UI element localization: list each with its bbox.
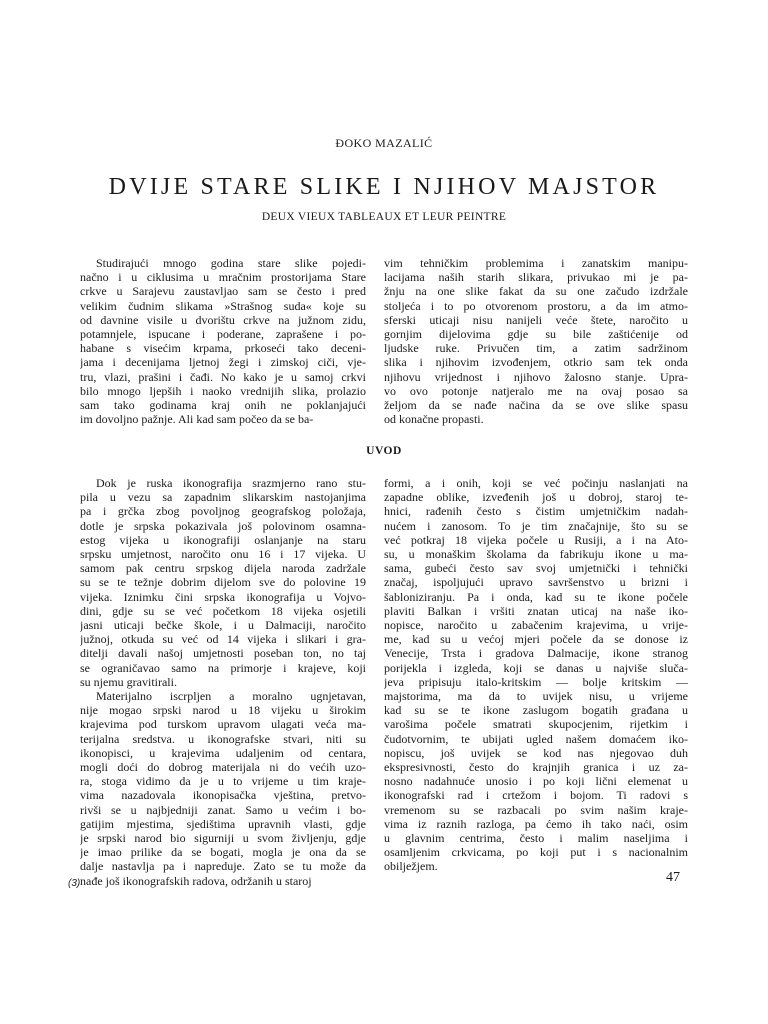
text-line: tru, vlazi, prašini i čađi. No kako je u samoj crkvi bbox=[80, 369, 366, 384]
text-line: zapadne oblike, izveđenih još u dobroj, staroj te- bbox=[384, 490, 688, 505]
text-line: vima nazadovala ikonopisačka vještina, pretvo- bbox=[80, 788, 366, 803]
text-line: habane s visećim krpama, prkoseći tako deceni- bbox=[80, 341, 366, 356]
text-line: čudotvornim, te ubijati ugled našem domaćem iko- bbox=[384, 731, 688, 746]
section-heading: UVOD bbox=[366, 445, 402, 457]
text-line: vima iz raznih razloga, pa ćemo ih tako naći, osim bbox=[384, 816, 688, 831]
text-line: vijeka. Iznimku čini srpska ikonografija u Vojvo- bbox=[80, 589, 366, 604]
text-line: potamnjele, ispucane i poderane, zaprašene i po- bbox=[80, 327, 366, 342]
text-line: su se te težnje dobrim dijelom sve do polovine 19 bbox=[80, 575, 366, 590]
text-line: hnici, rađenih često s čistim umjetničkim nadah- bbox=[384, 504, 688, 519]
text-line: velikim čudnim slikama »Strašnog suda« koje su bbox=[80, 298, 366, 313]
text-line: nađe još ikonografskih radova, održanih u staroj bbox=[80, 873, 312, 888]
text-line: gornjim dijelovima gdje su bile zaštićenije od bbox=[384, 327, 688, 342]
text-line: su njemu gravitirali. bbox=[80, 674, 177, 689]
text-line: nopiscu, još uvijek se kod nas njegovao duh bbox=[384, 745, 688, 760]
text-line: od davnine visile u dvorištu crkve na južnom zidu, bbox=[80, 312, 366, 327]
text-line: ditelji davali našoj umjetnosti poseban ton, no taj bbox=[80, 646, 366, 661]
text-line: Venecije, Trsta i gradova Dalmacije, ikone stranog bbox=[384, 646, 688, 661]
text-line: dalje nastavlja pa i napreduje. Zato se tu može da bbox=[80, 859, 366, 874]
text-line: njihovu vrijednost i njihovo žalosno stanje. Upra- bbox=[384, 369, 688, 384]
text-line: obilježjem. bbox=[384, 859, 438, 874]
text-line: vo ovo potonje natjeralo me na ovaj posao sa bbox=[384, 383, 688, 398]
text-line: im dovoljno pažnje. Ali kad sam počeo da se ba- bbox=[80, 412, 314, 427]
text-line: nosno nadahnuće unosio i po koji lični elemenat u bbox=[384, 774, 688, 789]
text-line: načno i u ciklusima u mračnim prostorijama Stare bbox=[80, 270, 366, 285]
text-line: crkve u Sarajevu zaustavljao sam se često i pred bbox=[80, 284, 366, 299]
text-line: sferski uticaji nisu nanijeli veće štete, naročito u bbox=[384, 312, 688, 327]
text-line: estog vijeka u ikonografiji oslanjanje na staru bbox=[80, 532, 366, 547]
text-line: plaviti Balkan i vršiti znatan uticaj na naše iko- bbox=[384, 603, 688, 618]
text-line: sama, gubeći često sav svoj umjetnički i tehnički bbox=[384, 561, 688, 576]
text-line: Materijalno iscrpljen a moralno ugnjetavan, bbox=[96, 689, 366, 704]
text-line: dotle je srpska pokazivala još polovinom osamna- bbox=[80, 518, 366, 533]
intro-column-left bbox=[80, 256, 366, 426]
text-line: pila u vezu sa zapadnim slikarskim nastojanjima bbox=[80, 490, 366, 505]
text-line: porijekla i izgleda, koji se danas u najviše sluča- bbox=[384, 660, 688, 675]
text-line: značaj, ispoljujući upravo savršenstvo u brizni i bbox=[384, 575, 688, 590]
text-line: stoljeća i to po otvorenom prostoru, a da im atmo- bbox=[384, 298, 688, 313]
text-line: samom pak centru srpskog dijela naroda zadržale bbox=[80, 561, 366, 576]
text-line: Studirajući mnogo godina stare slike pojedi- bbox=[96, 256, 366, 270]
text-line: mogli doći do dobrog materijala ni do većih uzo- bbox=[80, 760, 366, 775]
text-line: južnoj, otkuda su već od 14 vijeka i slikari i gra- bbox=[80, 632, 366, 647]
text-line: osamljenim crkvicama, po koji put i s nacionalnim bbox=[384, 845, 688, 860]
text-line: ljudske ruke. Privučen tim, a zatim sadržinom bbox=[384, 341, 688, 356]
text-line: gatijim mjestima, sjedištima upravnih vlasti, gdje bbox=[80, 816, 366, 831]
text-line: ekspresivnosti, često do krajnjih granica i uz za- bbox=[384, 760, 688, 775]
text-line: nopisce, naročito u zabačenim krajevima, u vrije- bbox=[384, 618, 688, 633]
text-line: majstorima, ma da to uvijek nisu, u vrijeme bbox=[384, 689, 688, 704]
text-line: pa i grčka zbog povoljnog geografskog položaja, bbox=[80, 504, 366, 519]
text-line: kad su se te ikone zaslugom bogatih građana u bbox=[384, 703, 688, 718]
text-line: varošima počele smatrati skupocjenim, rijetkim i bbox=[384, 717, 688, 732]
text-line: nije mogao srpski narod u 18 vijeku u širokim bbox=[80, 703, 366, 718]
text-line: je imao prilike da se bogati, mogla je ona da se bbox=[80, 845, 366, 860]
text-line: se ograničavao samo na primorje i krajeve, koji bbox=[80, 660, 366, 675]
body-column-right bbox=[384, 476, 688, 874]
text-line: sam tako godinama kraj onih ne poklanjajući bbox=[80, 398, 366, 413]
text-line: ikonopisci, u krajevima udaljenim od centara, bbox=[80, 745, 366, 760]
text-line: krajevima pod turskom upravom ulagati veća ma- bbox=[80, 717, 366, 732]
text-line: lacijama naših starih slikara, privukao mi je pa- bbox=[384, 270, 688, 285]
text-line: vremenom su se razbacali po svim našim kraje- bbox=[384, 802, 688, 817]
text-line: Dok je ruska ikonografija srazmjerno rano stu- bbox=[96, 476, 366, 490]
body-column-left bbox=[80, 476, 366, 888]
text-line: već potkraj 18 vijeka počele u Rusiji, a i na Ato- bbox=[384, 532, 688, 547]
text-line: u glavnim centrima, često i malim naseljima i bbox=[384, 831, 688, 846]
text-line: formi, a i onih, koji se već počinju naslanjati na bbox=[384, 476, 688, 490]
text-line: je srpski narod bio sigurniji u svom življenju, gdje bbox=[80, 831, 366, 846]
text-line: šabloniziranju. Pa i onda, kad su te ikone počele bbox=[384, 589, 688, 604]
text-line: rivši se u najbjedniji zanat. Samo u većim i bo- bbox=[80, 802, 366, 817]
text-line: srpsku umjetnost, naročito onu 16 i 17 vijeka. U bbox=[80, 547, 366, 562]
text-line: jasni uticaji bečke škole, i u Dalmaciji, naročito bbox=[80, 618, 366, 633]
text-line: bilo mnogo ljepših i naoko vrednijih slika, prolazio bbox=[80, 383, 366, 398]
text-line: od konačne propasti. bbox=[384, 412, 484, 427]
text-line: terijalna sredstva. u ikonografske stvari, niti su bbox=[80, 731, 366, 746]
author-name: ĐOKO MAZALIĆ bbox=[335, 136, 433, 150]
text-line: ra, stoga vidimo da je u to vrijeme u tim kraje- bbox=[80, 774, 366, 789]
text-line: ikonografski rad i crtežom i bojom. Ti radovi s bbox=[384, 788, 688, 803]
text-line: željom da se nađe načina da se ove slike spasu bbox=[384, 398, 688, 413]
text-line: me, kad su u većoj mjeri počele da se donose iz bbox=[384, 632, 688, 647]
text-line: jeva pripisuju italo-kritskim — bolje kritskim — bbox=[384, 674, 688, 689]
text-line: vim tehničkim problemima i zanatskim manipu- bbox=[384, 256, 688, 270]
text-line: nućem i zanosom. To je tim značajnije, što su se bbox=[384, 518, 688, 533]
text-line: su, u monaškim školama da fabrikuju ikone u ma- bbox=[384, 547, 688, 562]
footnote-marker: (3) bbox=[68, 878, 81, 889]
page-number: 47 bbox=[666, 870, 680, 885]
text-line: slika i njihovim izvođenjem, otkrio sam tek onda bbox=[384, 355, 688, 370]
text-line: jama i decenijama ljetnoj žegi i zimskoj ciči, vje- bbox=[80, 355, 366, 370]
article-title: DVIJE STARE SLIKE I NJIHOV MAJSTOR bbox=[108, 174, 660, 200]
text-line: žnju na one slike fakat da su one začudo izdržale bbox=[384, 284, 688, 299]
article-subtitle: DEUX VIEUX TABLEAUX ET LEUR PEINTRE bbox=[261, 211, 507, 223]
text-line: dini, gdje su se već početkom 18 vijeka osjetili bbox=[80, 603, 366, 618]
intro-column-right bbox=[384, 256, 688, 426]
